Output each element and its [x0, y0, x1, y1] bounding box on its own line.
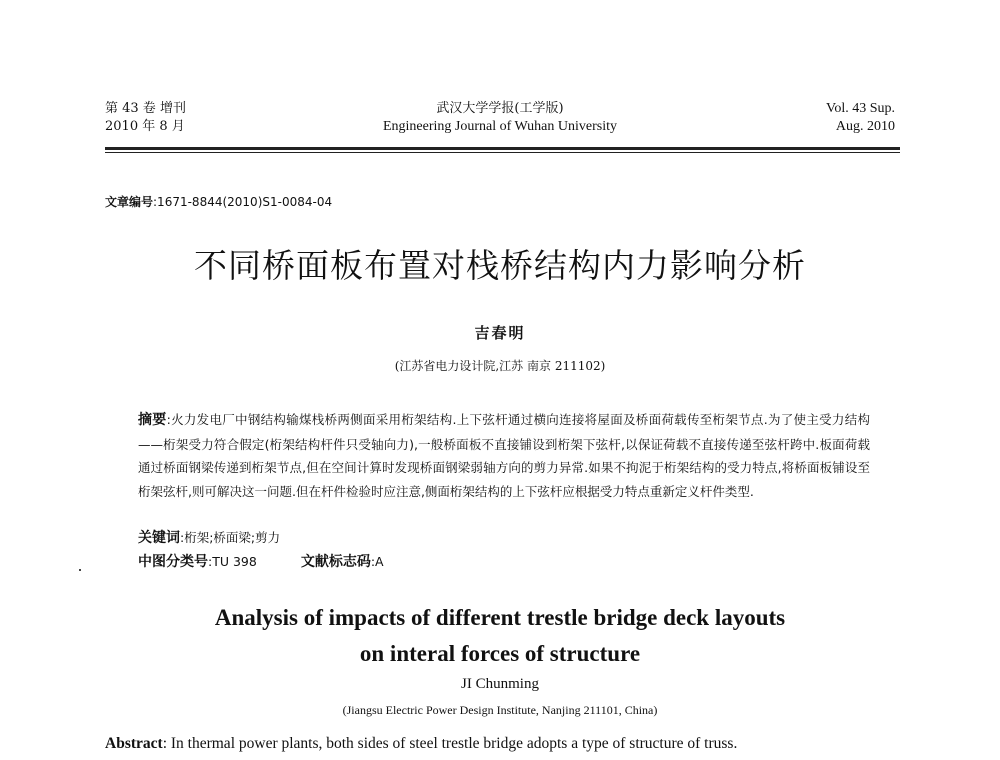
header-volume-info	[105, 100, 186, 136]
journal-name-en: Engineering Journal of Wuhan University	[382, 119, 617, 134]
clc-label: 中图分类号	[138, 554, 208, 570]
header-volume-en-line: Vol. 43 Sup.	[826, 101, 895, 116]
title-cn: 不同桥面板布置对栈桥结构内力影响分析	[194, 246, 806, 285]
abstract-cn-text: :火力发电厂中钢结构输煤栈桥两侧面采用桁架结构.上下弦杆通过横向连接将屋面及桥面荷载传至桁架节点.为了使主受力结构——桁架受力符合假定(桁架结构杆件只受轴向力),一般桥面板不直接铺设到桁架下弦杆,以保证荷载不直接传递至弦杆跨中.板面荷载通过桥面钢梁传递到桁架节点,但在空间计算时发现桥面钢梁弱轴方向的剪力异常.如果不拘泥于桁架结构的受力特点,将桥面板铺设至桁架弦杆,则可解决这一问题.但在杆件检验时应注意,侧面桁架结构的上下弦杆应根据受力特点重新定义杆件类型.	[138, 412, 871, 499]
author-cn: 吉春明	[474, 324, 526, 342]
doc-code-value: :A	[370, 554, 384, 569]
clc-value: :TU 398	[208, 554, 257, 569]
journal-name-cn: 武汉大学学报(工学版)	[436, 101, 564, 116]
abstract-cn	[138, 408, 870, 503]
article-number-value: :1671-8844(2010)S1-0084-04	[153, 195, 333, 209]
header-date: 2010 年 8 月	[105, 119, 185, 134]
title-en-line2: on interal forces of structure	[359, 641, 641, 666]
keywords-cn-text: :桁架;桥面梁;剪力	[180, 530, 281, 545]
abstract-cn-label: 摘要	[138, 412, 167, 428]
keywords-cn	[138, 528, 280, 548]
abstract-en	[105, 735, 905, 753]
header-rule-thin	[105, 152, 900, 153]
header-rule-thick	[105, 147, 900, 150]
title-en-line1: Analysis of impacts of different trestle bridge deck layouts	[214, 605, 786, 630]
classification-line	[138, 552, 384, 572]
abstract-en-label: Abstract	[105, 735, 163, 752]
stray-dot	[79, 569, 81, 571]
title-en	[0, 600, 1000, 672]
doc-code-label: 文献标志码	[300, 554, 371, 570]
header-volume-en	[826, 100, 895, 136]
abstract-en-text: : In thermal power plants, both sides of steel trestle bridge adopts a type of structure of truss.	[162, 735, 738, 752]
header-journal	[300, 100, 700, 136]
author-en: JI Chunming	[461, 676, 539, 692]
affiliation-cn: (江苏省电力设计院,江苏 南京 211102)	[394, 359, 606, 373]
article-number-label: 文章编号	[105, 195, 154, 209]
keywords-cn-label: 关键词	[138, 530, 180, 546]
header-date-en: Aug. 2010	[835, 119, 895, 134]
article-number	[105, 193, 332, 210]
header-volume: 第 43 卷 增刊	[105, 101, 186, 116]
affiliation-en: (Jiangsu Electric Power Design Institute, Nanjing 211101, China)	[342, 703, 658, 717]
